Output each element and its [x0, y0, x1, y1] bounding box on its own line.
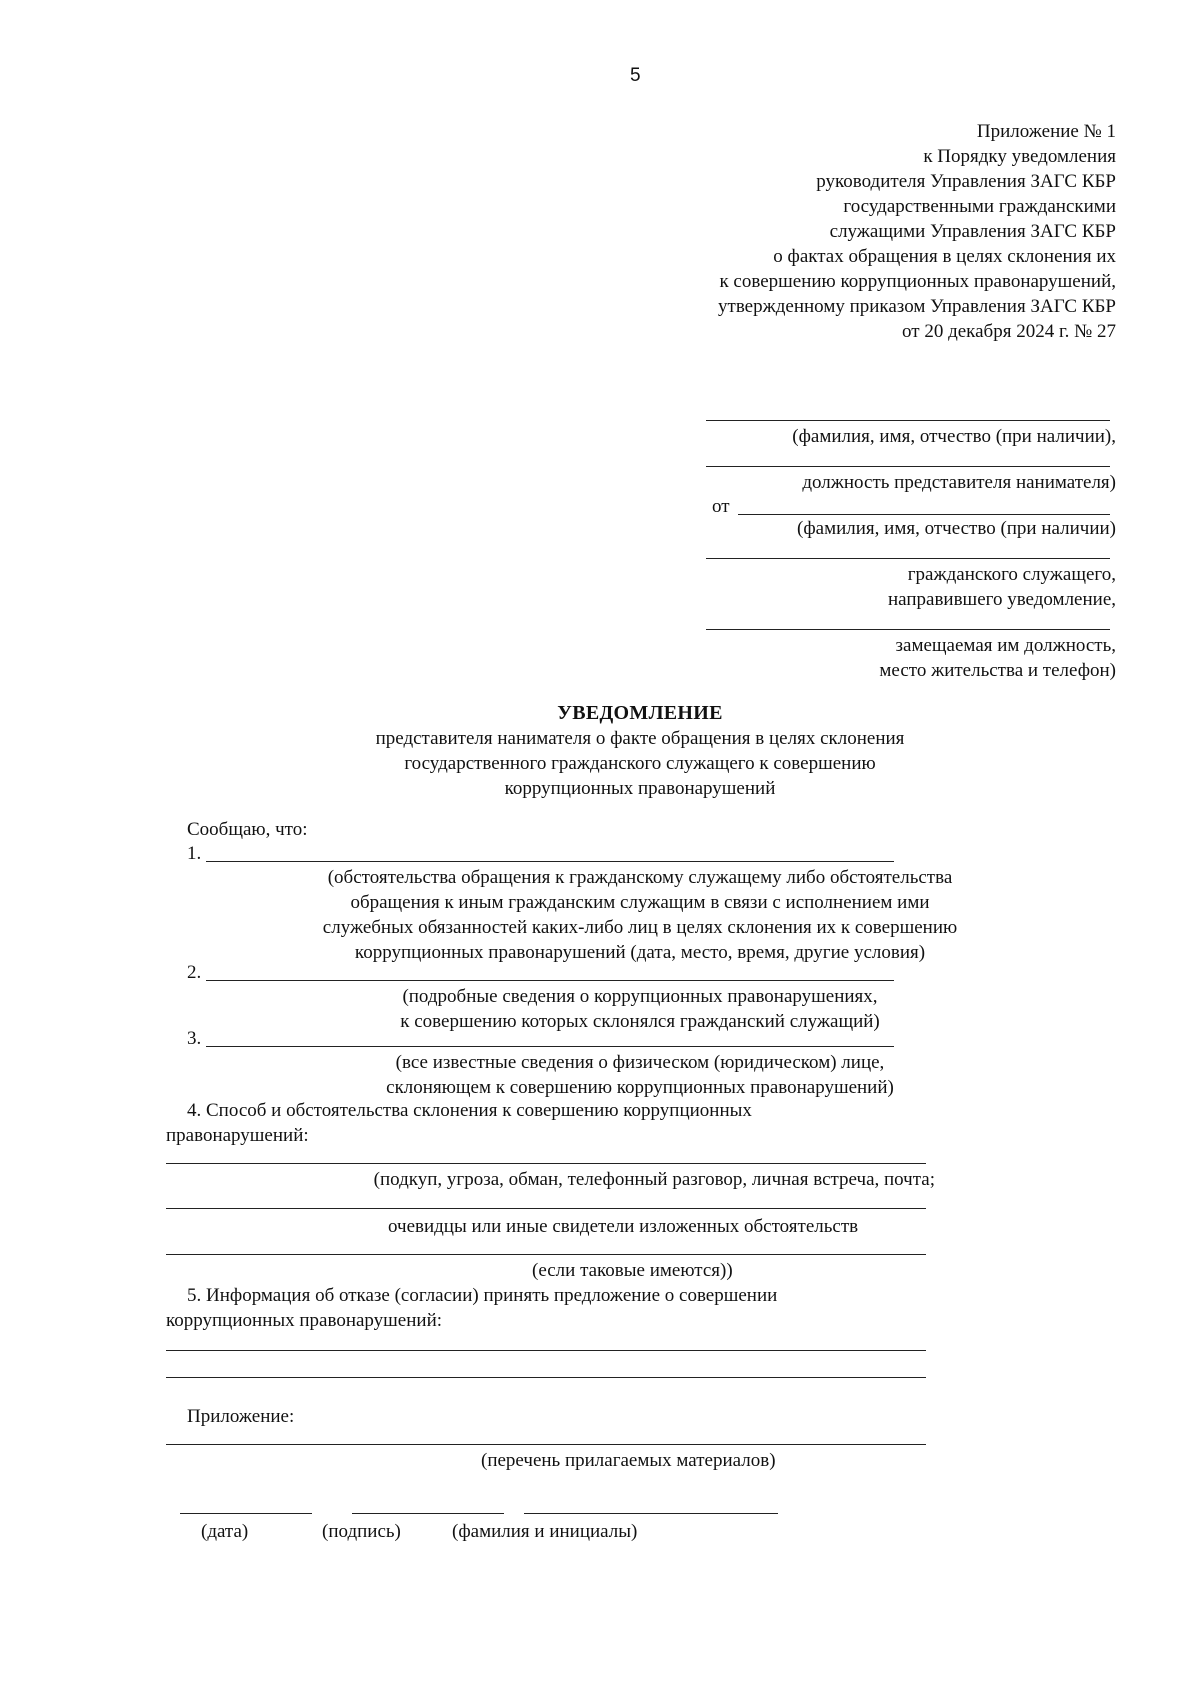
details-line — [706, 629, 1110, 630]
item3-caption: (все известные сведения о физическом (юридическом) лице, — [395, 1052, 885, 1073]
item-number: 3. — [187, 1028, 202, 1049]
item3-caption: склоняющем к совершению коррупционных правонарушений) — [386, 1077, 894, 1098]
item5-line — [166, 1350, 926, 1351]
document-title: УВЕДОМЛЕНИЕ — [557, 702, 723, 724]
date-caption: (дата) — [201, 1521, 249, 1542]
page-number: 5 — [630, 65, 641, 86]
name-line — [524, 1513, 778, 1514]
item4-caption: (если таковые имеются)) — [532, 1260, 733, 1281]
appendix-line: служащими Управления ЗАГС КБР — [829, 221, 1116, 242]
signature-caption: (подпись) — [322, 1521, 401, 1542]
addressee-fio-caption: (фамилия, имя, отчество (при наличии), — [792, 426, 1116, 447]
attachment-label: Приложение: — [187, 1406, 295, 1427]
item5-text: 5. Информация об отказе (согласии) принять предложение о совершении — [187, 1285, 778, 1306]
item1-caption: обращения к иным гражданским служащим в связи с исполнением ими — [350, 892, 930, 913]
servant-caption: направившего уведомление, — [888, 589, 1116, 610]
appendix-line: государственными гражданскими — [843, 196, 1116, 217]
document-subtitle: коррупционных правонарушений — [504, 778, 776, 799]
item1-line — [206, 861, 894, 862]
item4-caption: (подкуп, угроза, обман, телефонный разговор, личная встреча, почта; — [373, 1169, 935, 1190]
from-label: от — [712, 496, 730, 517]
attachment-caption: (перечень прилагаемых материалов) — [481, 1450, 776, 1471]
document-subtitle: государственного гражданского служащего к совершению — [404, 753, 876, 774]
item-number: 1. — [187, 843, 202, 864]
attachment-line — [166, 1444, 926, 1445]
details-caption: место жительства и телефон) — [879, 660, 1116, 681]
item-number: 2. — [187, 962, 202, 983]
servant-caption: гражданского служащего, — [907, 564, 1116, 585]
appendix-line: утвержденному приказом Управления ЗАГС КБР — [718, 296, 1116, 317]
name-caption: (фамилия и инициалы) — [452, 1521, 638, 1542]
addressee-position-caption: должность представителя нанимателя) — [802, 472, 1116, 493]
appendix-line: к Порядку уведомления — [923, 146, 1116, 167]
item2-line — [206, 980, 894, 981]
appendix-line: о фактах обращения в целях склонения их — [773, 246, 1116, 267]
item4-line — [166, 1208, 926, 1209]
appendix-line: Приложение № 1 — [976, 121, 1116, 142]
item4-line — [166, 1163, 926, 1164]
item1-caption: служебных обязанностей каких-либо лиц в целях склонения их к совершению — [322, 917, 958, 938]
details-caption: замещаемая им должность, — [895, 635, 1116, 656]
appendix-line: к совершению коррупционных правонарушений, — [719, 271, 1116, 292]
addressee-position-line — [706, 466, 1110, 467]
addressee-fio-line — [706, 420, 1110, 421]
appendix-line: от 20 декабря 2024 г. № 27 — [902, 321, 1116, 342]
item3-line — [206, 1046, 894, 1047]
item5-text: коррупционных правонарушений: — [166, 1310, 443, 1331]
item1-caption: коррупционных правонарушений (дата, место, время, другие условия) — [354, 942, 926, 963]
date-line — [180, 1513, 312, 1514]
item5-line — [166, 1377, 926, 1378]
sender-fio-line — [738, 514, 1110, 515]
document-subtitle: представителя нанимателя о факте обращения в целях склонения — [375, 728, 905, 749]
item2-caption: (подробные сведения о коррупционных правонарушениях, — [402, 986, 878, 1007]
signature-line — [352, 1513, 504, 1514]
item2-caption: к совершению которых склонялся гражданский служащий) — [400, 1011, 880, 1032]
item4-text: правонарушений: — [166, 1125, 309, 1146]
item4-text: 4. Способ и обстоятельства склонения к совершению коррупционных — [187, 1100, 752, 1121]
item1-caption: (обстоятельства обращения к гражданскому служащему либо обстоятельства — [327, 867, 953, 888]
intro-text: Сообщаю, что: — [187, 819, 308, 840]
appendix-line: руководителя Управления ЗАГС КБР — [816, 171, 1116, 192]
sender-fio-caption: (фамилия, имя, отчество (при наличии) — [797, 518, 1116, 539]
item4-line — [166, 1254, 926, 1255]
item4-caption: очевидцы или иные свидетели изложенных обстоятельств — [388, 1216, 859, 1237]
servant-line — [706, 558, 1110, 559]
